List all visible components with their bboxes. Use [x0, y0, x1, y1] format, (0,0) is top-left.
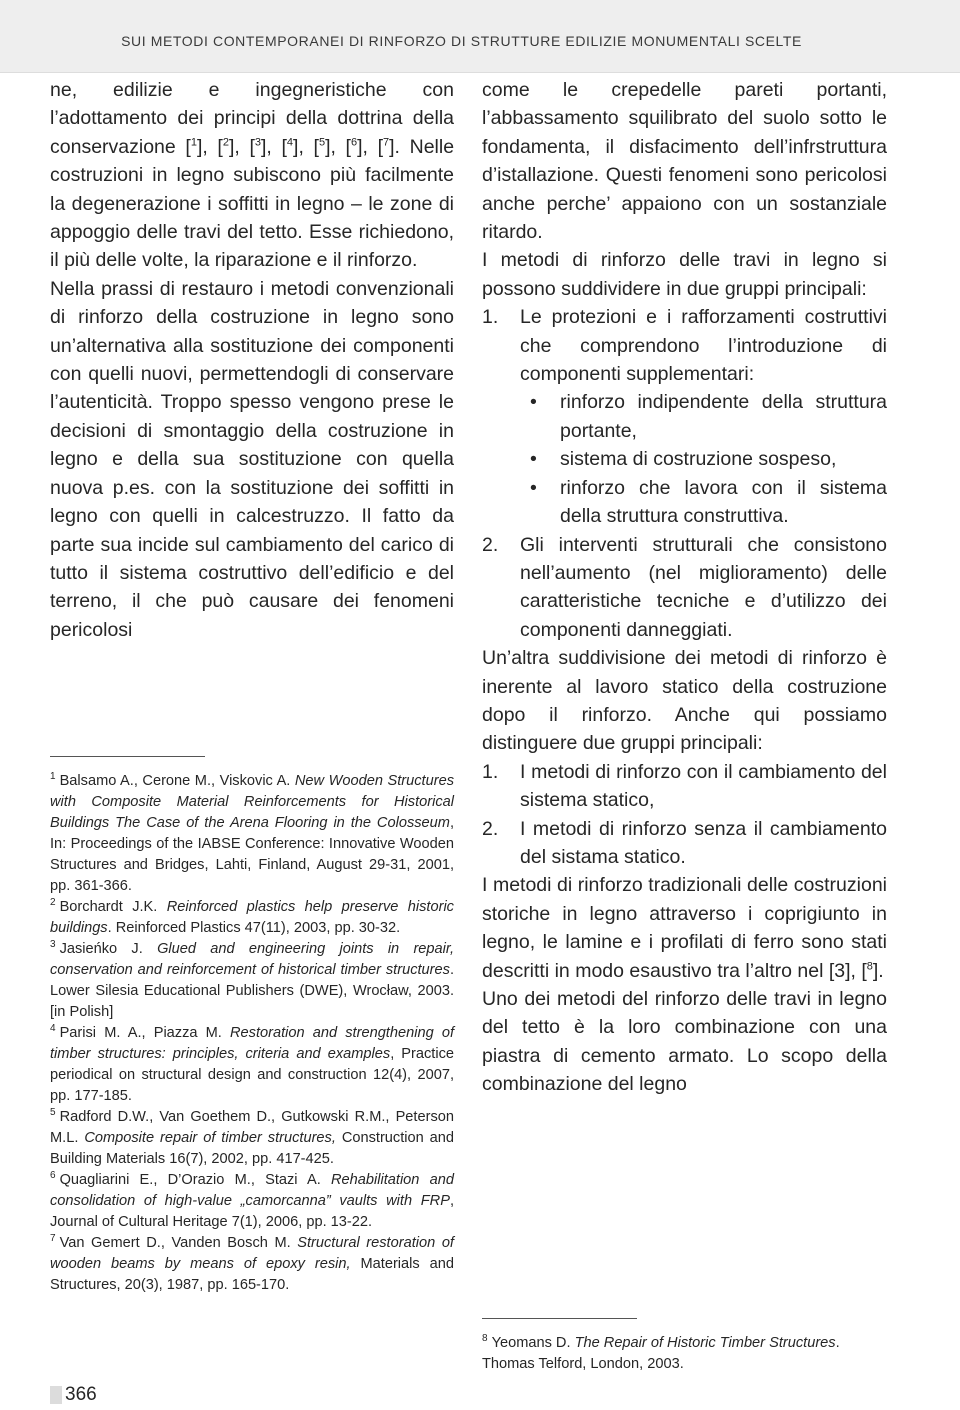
- right-paragraph-1: come le crepedelle pareti portanti, l’abbassamento squilibrato del suolo sotto le fondamenta, il disfacimento dell’infrstruttura d’istallazione. Questi fenomeni sono pericolosi anche perche’ appaiono con un sostanziale ritardo.: [482, 79, 887, 244]
- list-item: 1. Le protezioni e i rafforzamenti costruttivi che comprendono l’introduzione di componenti supplementari: • rinforzo indipendente della struttura portante, • sistema di costruzione sospeso, • rinforzo che lavora con il sistema della struttura construttiva.: [482, 303, 887, 530]
- bullet-item: • rinforzo indipendente della struttura portante,: [530, 391, 887, 442]
- page-footer: [50, 1384, 97, 1406]
- footnote-separator: [482, 1318, 637, 1319]
- citation: 4: [286, 136, 294, 149]
- footnote: $^1$ Balsamo A., Cerone M., Viskovic A. New Wooden Structures with Composite Material Reinforcements for Historical Buildings The Case of the Arena Flooring in the Colosseum, In: Proceedings of the IABSE Conference: Innovative Wooden Structures and Bridges, Lahti, Finland, August 29-31, 2001, pp. 361-366.: [50, 771, 454, 894]
- list-item: 1. I metodi di rinforzo con il cambiamento del sistema statico,: [482, 760, 887, 812]
- footnote: $^5$ Radford D.W., Van Goethem D., Gutkowski R.M., Peterson M.L. Composite repair of timber structures, Construction and Building Materials 16(7), 2002, pp. 417-425.: [50, 1107, 455, 1167]
- left-paragraph-2: Nella prassi di restauro i metodi convenzionali di rinforzo della costruzione in legno sono un’alternativa alla sostituzione dei componenti con quelli nuovi, permettendogli di conservare l’autenticità. Troppo spesso vengono prese le decisioni di smontaggio della costruzione in legno e della sua sostituzione con quella nuova p.es. con la sostituzione dei soffitti in legno con quelli in calcestruzzo. Il fatto da parte sua incide sul cambiamento del carico di tutto il sistema costruttivo dell’edificio e del terreno, il che può causare dei fenomeni pericolosi: [50, 277, 454, 641]
- running-title: SUI METODI CONTEMPORANEI DI RINFORZO DI STRUTTURE EDILIZIE MONUMENTALI SCELTE: [121, 33, 802, 49]
- bullet-list: [520, 388, 887, 530]
- footnote: $^3$ Jasieńko J. Glued and engineering joints in repair, conservation and reinforcement of historical timber structures. Lower Silesia Educational Publishers (DWE), Wrocław, 2003. [in Polish]: [50, 939, 455, 1020]
- citation: 8: [866, 960, 873, 973]
- footnote: $^4$ Parisi M. A., Piazza M. Restoration and strengthening of timber structures: principles, criteria and examples, Practice periodical on structural design and construction 12(4), 2007, pp. 177-185.: [50, 1023, 455, 1104]
- citation: 2: [222, 136, 229, 149]
- numbered-list-static: [482, 758, 887, 872]
- right-paragraph-5: Uno dei metodi del rinforzo delle travi in legno del tetto è la loro combinazione con una piastra di cemento armato. Lo scopo della combinazione del legno: [482, 988, 887, 1096]
- left-column: [50, 76, 454, 644]
- right-paragraph-4: I metodi di rinforzo tradizionali delle costruzioni storiche in legno attraverso i coprigiunto in legno, le lamine e i profilati di ferro sono stati descritti in modo esaustivo tra l’altro nel [3], [$^8$].: [482, 874, 887, 982]
- footnote: $^8$ Yeomans D. The Repair of Historic Timber Structures. Thomas Telford, London, 2003.: [482, 1333, 840, 1372]
- list-item: 2. I metodi di rinforzo senza il cambiamento del sistama statico.: [482, 817, 887, 868]
- bullet-item: • sistema di costruzione sospeso,: [530, 448, 837, 471]
- footnote: $^7$ Van Gemert D., Vanden Bosch M. Structural restoration of wooden beams by means of epoxy resin, Materials and Structures, 20(3), 1987, pp. 165-170.: [50, 1233, 454, 1293]
- running-header: [0, 0, 960, 73]
- footnotes-left: [50, 771, 454, 1296]
- footnotes-right: [482, 1333, 887, 1375]
- footnote: $^6$ Quagliarini E., D’Orazio M., Stazi A. Rehabilitation and consolidation of high-value „camorcanna” vaults with FRP, Journal of Cultural Heritage 7(1), 2006, pp. 13-22.: [50, 1170, 454, 1230]
- numbered-list-groups: [482, 303, 887, 644]
- citation: 6: [350, 136, 358, 149]
- citation: 5: [318, 136, 326, 149]
- page-marker-box: [50, 1386, 62, 1404]
- footnote-separator: [50, 756, 205, 757]
- right-column: [482, 76, 887, 1099]
- citation: 3: [254, 136, 261, 149]
- list-item: 2. Gli interventi strutturali che consistono nell’aumento (nel miglioramento) delle caratteristiche tecniche e d’utilizzo dei componenti danneggiati.: [482, 533, 887, 641]
- citation: 7: [383, 136, 390, 149]
- left-paragraph-1: ne, edilizie e ingegneristiche con l’adottamento dei principi della dottrina della conservazione [$^1$], [$^2$], [$^3$], [$^4$], [$^5$], [$^6$], [$^7$]. Nelle costruzioni in legno subiscono più facilmente la degenerazione i soffitti in legno – le zone di appoggio delle travi del tetto. Esse richiedono, il più delle volte, la riparazione e il rinforzo.: [50, 79, 455, 272]
- bullet-item: • rinforzo che lavora con il sistema della struttura construttiva.: [530, 476, 887, 528]
- footnote: $^2$ Borchardt J.K. Reinforced plastics help preserve historic buildings. Reinforced Plastics 47(11), 2003, pp. 30-32.: [50, 897, 454, 936]
- right-paragraph-3: Un’altra suddivisione dei metodi di rinforzo è inerente al lavoro statico della costruzione dopo il rinforzo. Anche qui possiamo distinguere due gruppi principali:: [482, 647, 887, 755]
- right-paragraph-2: I metodi di rinforzo delle travi in legno si possono suddividere in due gruppi principali:: [482, 249, 887, 300]
- citation: 1: [190, 136, 197, 149]
- page-number: 366: [65, 1384, 97, 1405]
